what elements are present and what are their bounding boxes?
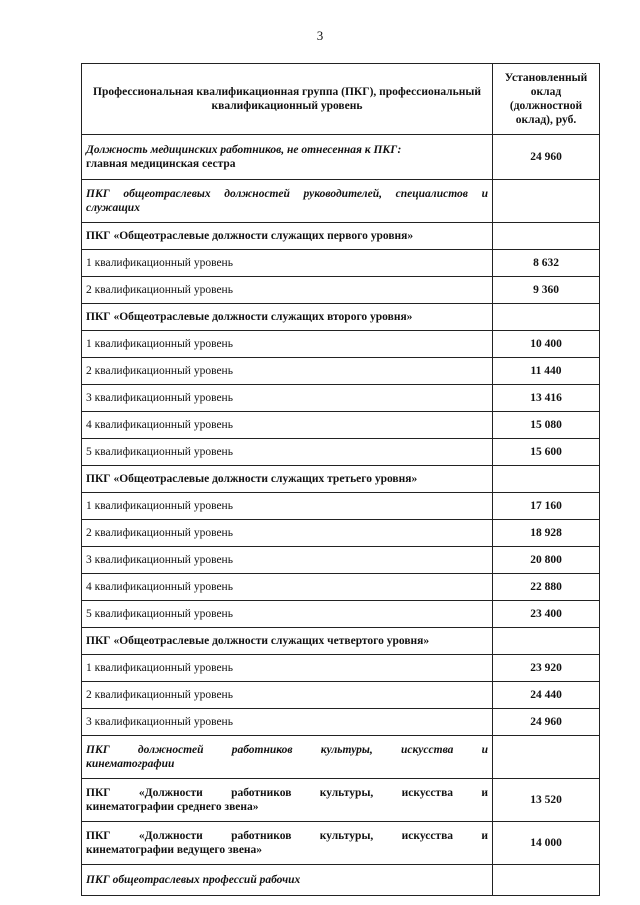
row-value: 23 920 [493, 655, 600, 682]
table-row [82, 385, 600, 412]
row-label-line1: ПКГ «Должности работников культуры, искусства и [86, 787, 488, 799]
row-value [493, 736, 600, 779]
row-label: ПКГ «Общеотраслевые должности служащих третьего уровня» [82, 466, 493, 493]
row-value: 15 080 [493, 412, 600, 439]
table-row [82, 655, 600, 682]
row-label [82, 736, 493, 779]
row-value: 13 416 [493, 385, 600, 412]
row-label-text: главная медицинская сестра [86, 158, 236, 170]
row-value: 20 800 [493, 547, 600, 574]
row-label: 5 квалификационный уровень [82, 439, 493, 466]
row-label: ПКГ общеотраслевых профессий рабочих [82, 865, 493, 896]
table-row [82, 304, 600, 331]
row-value [493, 304, 600, 331]
row-label: 3 квалификационный уровень [82, 547, 493, 574]
table-row [82, 277, 600, 304]
row-value: 23 400 [493, 601, 600, 628]
row-label [82, 135, 493, 180]
table-row [82, 709, 600, 736]
table-row [82, 439, 600, 466]
row-label: 2 квалификационный уровень [82, 358, 493, 385]
row-label: 1 квалификационный уровень [82, 331, 493, 358]
row-value: 14 000 [493, 822, 600, 865]
row-label: 2 квалификационный уровень [82, 520, 493, 547]
row-label: 4 квалификационный уровень [82, 412, 493, 439]
row-label: 4 квалификационный уровень [82, 574, 493, 601]
table-row [82, 574, 600, 601]
table-row [82, 250, 600, 277]
row-value: 8 632 [493, 250, 600, 277]
row-label: 2 квалификационный уровень [82, 277, 493, 304]
header-group-level: Профессиональная квалификационная группа (ПКГ), профессиональный квалификационный уровень [82, 64, 493, 135]
table-row [82, 358, 600, 385]
row-value [493, 466, 600, 493]
row-label [82, 779, 493, 822]
row-label: ПКГ «Общеотраслевые должности служащих второго уровня» [82, 304, 493, 331]
row-value: 18 928 [493, 520, 600, 547]
row-value: 10 400 [493, 331, 600, 358]
table-row [82, 682, 600, 709]
row-label-italic: Должность медицинских работников, не отнесенная к ПКГ: [86, 144, 402, 156]
table-row [82, 135, 600, 180]
table-row [82, 601, 600, 628]
row-label-line2: кинематографии ведущего звена» [86, 844, 263, 856]
row-value: 24 960 [493, 709, 600, 736]
table-row [82, 865, 600, 896]
row-label: 5 квалификационный уровень [82, 601, 493, 628]
row-value: 17 160 [493, 493, 600, 520]
row-label: ПКГ общеотраслевых должностей руководителей, специалистов и служащих [82, 180, 493, 223]
table-row [82, 223, 600, 250]
table-row [82, 779, 600, 822]
row-value: 22 880 [493, 574, 600, 601]
table-row [82, 736, 600, 779]
row-value: 24 960 [493, 135, 600, 180]
table-row [82, 520, 600, 547]
row-value [493, 865, 600, 896]
row-label [82, 822, 493, 865]
row-label-line2: кинематографии [86, 758, 175, 770]
row-value: 15 600 [493, 439, 600, 466]
row-label: ПКГ «Общеотраслевые должности служащих первого уровня» [82, 223, 493, 250]
table-row [82, 180, 600, 223]
table-row [82, 466, 600, 493]
row-label-line1: ПКГ должностей работников культуры, искусства и [86, 744, 488, 756]
table-row [82, 493, 600, 520]
row-label: 1 квалификационный уровень [82, 493, 493, 520]
row-label-line2: кинематографии среднего звена» [86, 801, 259, 813]
row-label: 3 квалификационный уровень [82, 709, 493, 736]
salary-table [81, 63, 600, 896]
table-row [82, 547, 600, 574]
row-label: 2 квалификационный уровень [82, 682, 493, 709]
row-value: 11 440 [493, 358, 600, 385]
row-value [493, 628, 600, 655]
row-label: 1 квалификационный уровень [82, 655, 493, 682]
header-salary: Установленный оклад (должностной оклад), руб. [493, 64, 600, 135]
table-header-row [82, 64, 600, 135]
table-row [82, 822, 600, 865]
row-value: 9 360 [493, 277, 600, 304]
table-row [82, 331, 600, 358]
row-label: ПКГ «Общеотраслевые должности служащих четвертого уровня» [82, 628, 493, 655]
page-number: 3 [316, 28, 324, 43]
row-value: 24 440 [493, 682, 600, 709]
row-label: 3 квалификационный уровень [82, 385, 493, 412]
row-label-line1: ПКГ «Должности работников культуры, искусства и [86, 830, 488, 842]
table-row [82, 628, 600, 655]
row-value: 13 520 [493, 779, 600, 822]
row-value [493, 223, 600, 250]
row-label: 1 квалификационный уровень [82, 250, 493, 277]
table-row [82, 412, 600, 439]
row-value [493, 180, 600, 223]
